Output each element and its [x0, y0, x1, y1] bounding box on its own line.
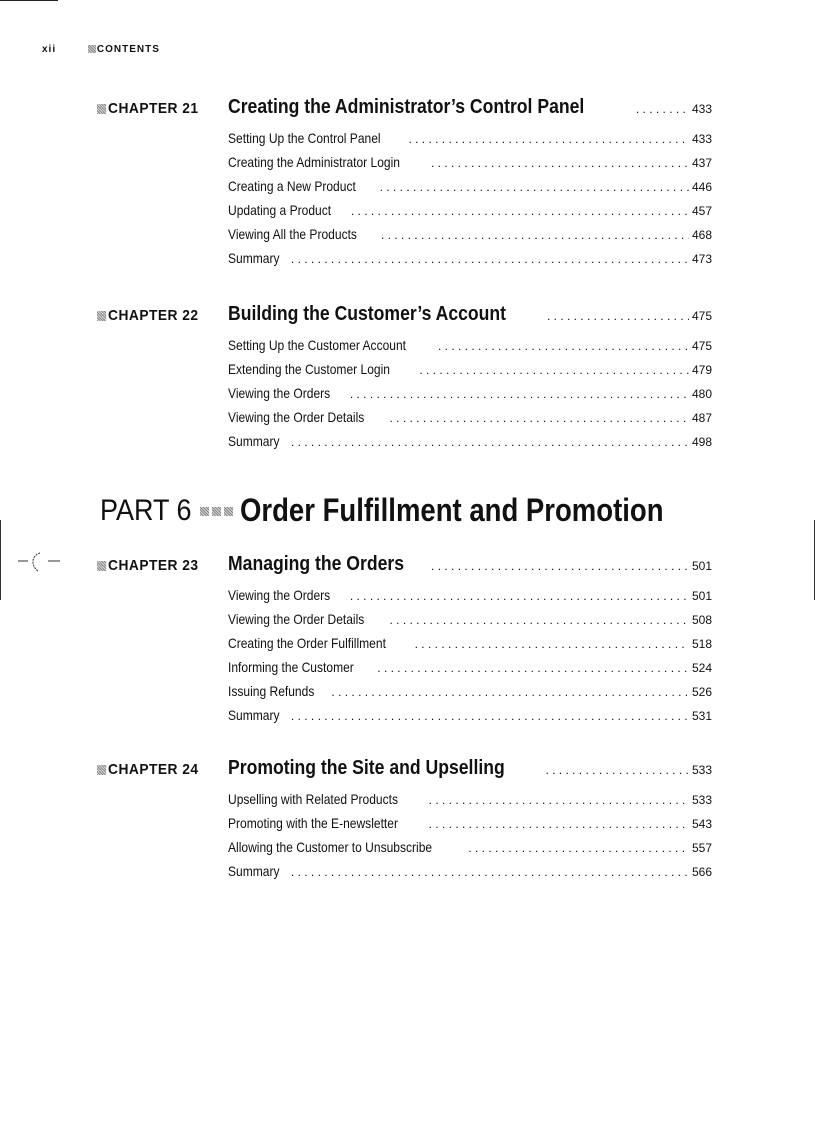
dot-leader: [389, 613, 688, 627]
entry-page-number: 479: [691, 363, 712, 377]
dot-leader: [545, 763, 689, 777]
section-list: [228, 337, 712, 457]
entry-text: Creating a New Product: [228, 178, 356, 194]
dot-leader: [419, 363, 689, 377]
chapter-title-row[interactable]: [228, 553, 712, 576]
chapter-page-number: 433: [691, 102, 712, 116]
dot-leader: [431, 559, 689, 573]
part-title: Order Fulfillment and Promotion: [239, 492, 664, 528]
chapter-title-row[interactable]: [228, 96, 712, 119]
entry-page-number: 566: [691, 865, 712, 879]
toc-entry[interactable]: [228, 683, 712, 707]
entry-page-number: 475: [691, 339, 712, 353]
dot-leader: [636, 102, 689, 116]
section-list: [228, 130, 712, 274]
entry-page-number: 457: [691, 204, 712, 218]
entry-text: Creating the Administrator Login: [228, 154, 400, 170]
entry-text: Issuing Refunds: [228, 683, 315, 699]
entry-page-number: 524: [691, 661, 712, 675]
square-bullet-icon: [200, 507, 209, 516]
chapter-label: CHAPTER 24: [97, 761, 199, 778]
toc-entry[interactable]: [228, 611, 712, 635]
chapter-label: CHAPTER 23: [97, 557, 199, 574]
entry-text: Summary: [228, 433, 280, 449]
entry-page-number: 533: [691, 793, 712, 807]
toc-entry[interactable]: [228, 409, 712, 433]
dot-leader: [380, 180, 689, 194]
entry-text: Updating a Product: [228, 202, 332, 218]
toc-entry[interactable]: [228, 815, 712, 839]
square-bullet-icon: [97, 765, 106, 775]
entry-text: Viewing the Order Details: [228, 409, 365, 425]
toc-entry[interactable]: [228, 791, 712, 815]
chapter-title: Managing the Orders: [228, 553, 405, 575]
crop-mark-right: [814, 520, 815, 600]
dot-leader: [389, 411, 688, 425]
entry-page-number: 531: [691, 709, 712, 723]
entry-page-number: 518: [691, 637, 712, 651]
dot-leader: [381, 228, 689, 242]
part-heading: [100, 492, 732, 529]
entry-page-number: 543: [691, 817, 712, 831]
running-header: [42, 44, 160, 55]
entry-page-number: 501: [691, 589, 712, 603]
dot-leader: [351, 204, 689, 218]
toc-entry[interactable]: [228, 863, 712, 887]
square-bullet-icon: [97, 104, 106, 114]
toc-entry[interactable]: [228, 178, 712, 202]
entry-text: Summary: [228, 707, 280, 723]
dot-leader: [350, 387, 689, 401]
toc-entry[interactable]: [228, 226, 712, 250]
chapter-label: CHAPTER 22: [97, 307, 199, 324]
section-list: [228, 587, 712, 731]
page-number: xii: [42, 44, 57, 55]
dot-leader: [468, 841, 689, 855]
dot-leader: [291, 435, 689, 449]
dot-leader: [350, 589, 689, 603]
dot-leader: [291, 252, 689, 266]
entry-page-number: 487: [691, 411, 712, 425]
entry-text: Summary: [228, 250, 280, 266]
chapter-page-number: 533: [691, 763, 712, 777]
chapter-title: Building the Customer’s Account: [228, 303, 507, 325]
entry-text: Setting Up the Control Panel: [228, 130, 381, 146]
entry-text: Viewing the Orders: [228, 587, 331, 603]
square-bullet-icon: [224, 507, 233, 516]
entry-text: Informing the Customer: [228, 659, 354, 675]
running-title: CONTENTS: [96, 44, 160, 55]
entry-text: Extending the Customer Login: [228, 361, 390, 377]
entry-page-number: 557: [691, 841, 712, 855]
entry-text: Creating the Order Fulfillment: [228, 635, 386, 651]
entry-page-number: 446: [691, 180, 712, 194]
crop-mark-left: [0, 520, 1, 600]
dot-leader: [438, 339, 689, 353]
entry-page-number: 433: [691, 132, 712, 146]
square-bullet-icon: [97, 561, 106, 571]
entry-page-number: 437: [691, 156, 712, 170]
toc-entry[interactable]: [228, 361, 712, 385]
dot-leader: [291, 865, 689, 879]
toc-entry[interactable]: [228, 202, 712, 226]
entry-text: Summary: [228, 863, 280, 879]
toc-entry[interactable]: [228, 587, 712, 611]
part-label: PART 6: [100, 493, 192, 527]
dot-leader: [415, 637, 689, 651]
entry-text: Allowing the Customer to Unsubscribe: [228, 839, 433, 855]
section-list: [228, 791, 712, 887]
entry-text: Upselling with Related Products: [228, 791, 398, 807]
toc-entry[interactable]: [228, 659, 712, 683]
toc-entry[interactable]: [228, 154, 712, 178]
chapter-title-row[interactable]: [228, 303, 712, 326]
toc-entry[interactable]: [228, 385, 712, 409]
dot-leader: [547, 309, 689, 323]
square-bullet-icon: [88, 45, 96, 53]
chapter-title-row[interactable]: [228, 757, 712, 780]
top-rule: [0, 0, 58, 1]
entry-text: Viewing the Order Details: [228, 611, 365, 627]
entry-text: Promoting with the E-newsletter: [228, 815, 398, 831]
dot-leader: [377, 661, 689, 675]
entry-page-number: 468: [691, 228, 712, 242]
registration-mark-icon: [18, 551, 60, 577]
toc-entry[interactable]: [228, 337, 712, 361]
entry-page-number: 498: [691, 435, 712, 449]
toc-entry[interactable]: [228, 635, 712, 659]
dot-leader: [331, 685, 689, 699]
chapter-label: CHAPTER 21: [97, 100, 199, 117]
chapter-page-number: 475: [691, 309, 712, 323]
entry-page-number: 526: [691, 685, 712, 699]
entry-page-number: 508: [691, 613, 712, 627]
entry-text: Viewing All the Products: [228, 226, 357, 242]
toc-entry[interactable]: [228, 433, 712, 457]
dot-leader: [429, 793, 689, 807]
toc-entry[interactable]: [228, 130, 712, 154]
part-separator: [200, 502, 236, 520]
chapter-title: Promoting the Site and Upselling: [228, 757, 505, 779]
entry-page-number: 473: [691, 252, 712, 266]
dot-leader: [431, 156, 689, 170]
toc-entry[interactable]: [228, 839, 712, 863]
chapter-title: Creating the Administrator’s Control Panel: [228, 96, 585, 118]
dot-leader: [429, 817, 689, 831]
dot-leader: [291, 709, 689, 723]
toc-entry[interactable]: [228, 250, 712, 274]
chapter-page-number: 501: [691, 559, 712, 573]
entry-text: Setting Up the Customer Account: [228, 337, 407, 353]
dot-leader: [408, 132, 689, 146]
toc-entry[interactable]: [228, 707, 712, 731]
square-bullet-icon: [97, 311, 106, 321]
entry-page-number: 480: [691, 387, 712, 401]
entry-text: Viewing the Orders: [228, 385, 331, 401]
square-bullet-icon: [212, 507, 221, 516]
